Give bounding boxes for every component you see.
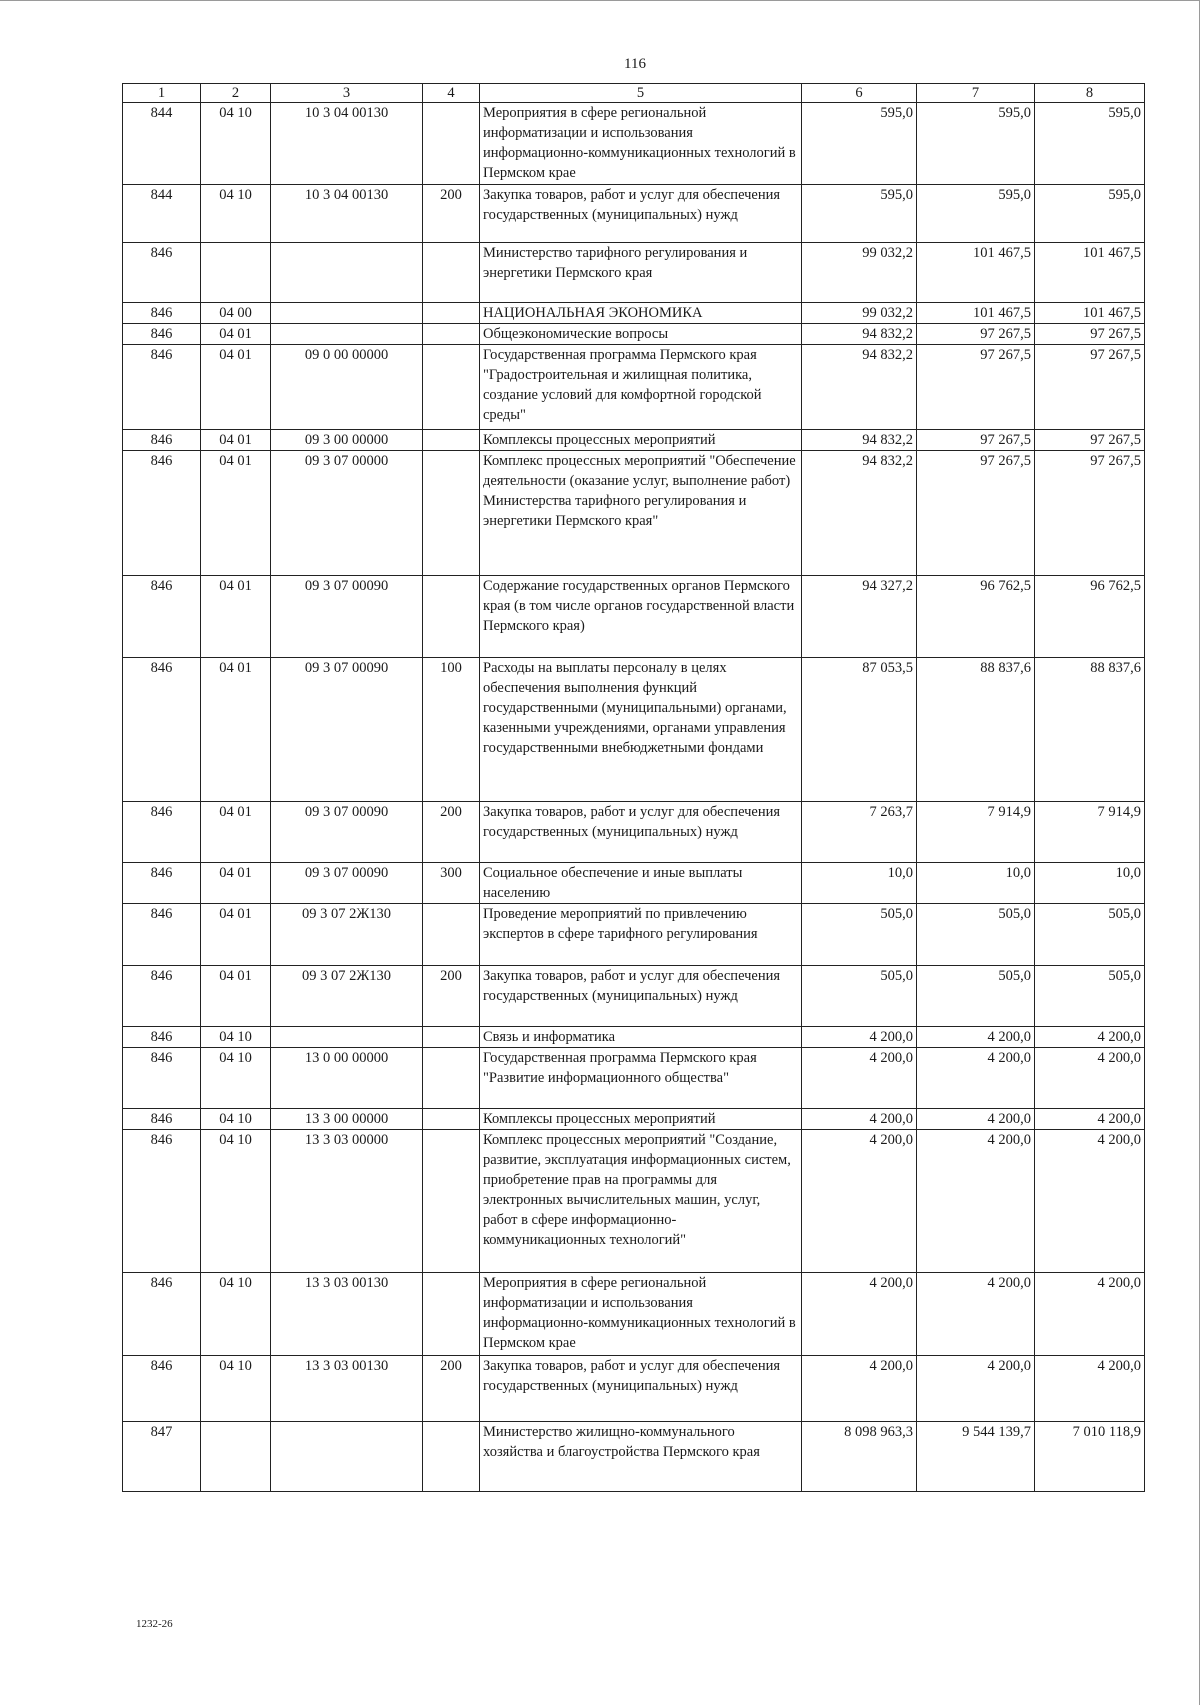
scan-edge-top xyxy=(0,0,1200,1)
expense-kind-cell xyxy=(423,451,480,576)
admin-code-cell: 846 xyxy=(123,324,201,345)
header-col-5: 5 xyxy=(480,84,802,103)
amount-col6-cell: 99 032,2 xyxy=(802,243,917,303)
item-name-cell: Закупка товаров, работ и услуг для обеспечения государственных (муниципальных) нужд xyxy=(480,1356,802,1422)
header-row xyxy=(123,84,1145,103)
amount-col6-cell: 4 200,0 xyxy=(802,1356,917,1422)
admin-code-cell: 846 xyxy=(123,303,201,324)
target-code-cell xyxy=(271,243,423,303)
expense-kind-cell: 100 xyxy=(423,658,480,802)
amount-col7-cell: 101 467,5 xyxy=(917,243,1035,303)
expense-kind-cell xyxy=(423,1422,480,1492)
section-code-cell: 04 01 xyxy=(201,863,271,904)
admin-code-cell: 846 xyxy=(123,1273,201,1356)
amount-col8-cell: 4 200,0 xyxy=(1035,1130,1145,1273)
amount-col6-cell: 595,0 xyxy=(802,103,917,185)
expense-kind-cell: 200 xyxy=(423,185,480,243)
amount-col8-cell: 4 200,0 xyxy=(1035,1109,1145,1130)
item-name-cell: Проведение мероприятий по привлечению экспертов в сфере тарифного регулирования xyxy=(480,904,802,966)
amount-col8-cell: 595,0 xyxy=(1035,103,1145,185)
amount-col7-cell: 505,0 xyxy=(917,966,1035,1027)
expense-kind-cell xyxy=(423,324,480,345)
amount-col7-cell: 4 200,0 xyxy=(917,1130,1035,1273)
amount-col7-cell: 595,0 xyxy=(917,185,1035,243)
amount-col7-cell: 10,0 xyxy=(917,863,1035,904)
expense-kind-cell xyxy=(423,303,480,324)
amount-col7-cell: 101 467,5 xyxy=(917,303,1035,324)
amount-col6-cell: 505,0 xyxy=(802,966,917,1027)
item-name-cell: Содержание государственных органов Пермского края (в том числе органов государственной власти Пермского края) xyxy=(480,576,802,658)
expense-kind-cell xyxy=(423,430,480,451)
table-row xyxy=(123,451,1145,576)
section-code-cell: 04 10 xyxy=(201,1356,271,1422)
section-code-cell: 04 01 xyxy=(201,802,271,863)
section-code-cell: 04 10 xyxy=(201,1109,271,1130)
amount-col6-cell: 4 200,0 xyxy=(802,1130,917,1273)
amount-col8-cell: 96 762,5 xyxy=(1035,576,1145,658)
amount-col8-cell: 505,0 xyxy=(1035,966,1145,1027)
item-name-cell: Государственная программа Пермского края "Градостроительная и жилищная политика, создание условий для комфортной городской среды" xyxy=(480,345,802,430)
admin-code-cell: 846 xyxy=(123,451,201,576)
target-code-cell: 09 0 00 00000 xyxy=(271,345,423,430)
target-code-cell: 13 3 03 00000 xyxy=(271,1130,423,1273)
admin-code-cell: 846 xyxy=(123,1130,201,1273)
amount-col6-cell: 505,0 xyxy=(802,904,917,966)
expense-kind-cell xyxy=(423,1048,480,1109)
table-row xyxy=(123,1273,1145,1356)
target-code-cell: 13 3 03 00130 xyxy=(271,1356,423,1422)
item-name-cell: Расходы на выплаты персоналу в целях обеспечения выполнения функций государственными (муниципальными) органами, казенными учреждениями, органами управления государственными внебюджетными фондами xyxy=(480,658,802,802)
section-code-cell: 04 01 xyxy=(201,345,271,430)
admin-code-cell: 846 xyxy=(123,1027,201,1048)
target-code-cell: 09 3 00 00000 xyxy=(271,430,423,451)
admin-code-cell: 846 xyxy=(123,345,201,430)
header-col-2: 2 xyxy=(201,84,271,103)
expense-kind-cell xyxy=(423,1027,480,1048)
amount-col8-cell: 101 467,5 xyxy=(1035,243,1145,303)
section-code-cell xyxy=(201,1422,271,1492)
table-row xyxy=(123,1048,1145,1109)
admin-code-cell: 846 xyxy=(123,430,201,451)
item-name-cell: НАЦИОНАЛЬНАЯ ЭКОНОМИКА xyxy=(480,303,802,324)
amount-col6-cell: 87 053,5 xyxy=(802,658,917,802)
amount-col7-cell: 595,0 xyxy=(917,103,1035,185)
amount-col6-cell: 94 832,2 xyxy=(802,430,917,451)
expense-kind-cell xyxy=(423,103,480,185)
table-row xyxy=(123,430,1145,451)
amount-col6-cell: 94 832,2 xyxy=(802,345,917,430)
item-name-cell: Министерство жилищно-коммунального хозяйства и благоустройства Пермского края xyxy=(480,1422,802,1492)
amount-col6-cell: 94 832,2 xyxy=(802,451,917,576)
item-name-cell: Общеэкономические вопросы xyxy=(480,324,802,345)
item-name-cell: Комплексы процессных мероприятий xyxy=(480,1109,802,1130)
amount-col6-cell: 10,0 xyxy=(802,863,917,904)
admin-code-cell: 846 xyxy=(123,966,201,1027)
target-code-cell: 09 3 07 00090 xyxy=(271,576,423,658)
amount-col6-cell: 8 098 963,3 xyxy=(802,1422,917,1492)
item-name-cell: Министерство тарифного регулирования и энергетики Пермского края xyxy=(480,243,802,303)
section-code-cell xyxy=(201,243,271,303)
target-code-cell: 09 3 07 00000 xyxy=(271,451,423,576)
admin-code-cell: 846 xyxy=(123,863,201,904)
admin-code-cell: 846 xyxy=(123,243,201,303)
target-code-cell: 13 0 00 00000 xyxy=(271,1048,423,1109)
expense-kind-cell: 300 xyxy=(423,863,480,904)
amount-col7-cell: 505,0 xyxy=(917,904,1035,966)
expense-kind-cell: 200 xyxy=(423,802,480,863)
section-code-cell: 04 01 xyxy=(201,324,271,345)
table-row xyxy=(123,185,1145,243)
table-row xyxy=(123,103,1145,185)
section-code-cell: 04 10 xyxy=(201,1048,271,1109)
footer-code: 1232-26 xyxy=(136,1618,173,1630)
amount-col7-cell: 4 200,0 xyxy=(917,1109,1035,1130)
section-code-cell: 04 01 xyxy=(201,451,271,576)
header-col-3: 3 xyxy=(271,84,423,103)
admin-code-cell: 846 xyxy=(123,1048,201,1109)
expense-kind-cell xyxy=(423,904,480,966)
amount-col8-cell: 505,0 xyxy=(1035,904,1145,966)
amount-col7-cell: 9 544 139,7 xyxy=(917,1422,1035,1492)
target-code-cell xyxy=(271,1027,423,1048)
amount-col6-cell: 4 200,0 xyxy=(802,1273,917,1356)
header-col-4: 4 xyxy=(423,84,480,103)
section-code-cell: 04 10 xyxy=(201,1273,271,1356)
target-code-cell: 13 3 03 00130 xyxy=(271,1273,423,1356)
table-row xyxy=(123,802,1145,863)
table-row xyxy=(123,863,1145,904)
amount-col7-cell: 4 200,0 xyxy=(917,1048,1035,1109)
target-code-cell: 09 3 07 2Ж130 xyxy=(271,904,423,966)
item-name-cell: Закупка товаров, работ и услуг для обеспечения государственных (муниципальных) нужд xyxy=(480,185,802,243)
target-code-cell xyxy=(271,324,423,345)
table-row xyxy=(123,243,1145,303)
target-code-cell: 09 3 07 00090 xyxy=(271,658,423,802)
admin-code-cell: 846 xyxy=(123,576,201,658)
section-code-cell: 04 01 xyxy=(201,966,271,1027)
item-name-cell: Закупка товаров, работ и услуг для обеспечения государственных (муниципальных) нужд xyxy=(480,966,802,1027)
target-code-cell: 10 3 04 00130 xyxy=(271,103,423,185)
table-row xyxy=(123,303,1145,324)
target-code-cell: 09 3 07 00090 xyxy=(271,802,423,863)
admin-code-cell: 846 xyxy=(123,658,201,802)
section-code-cell: 04 10 xyxy=(201,103,271,185)
item-name-cell: Мероприятия в сфере региональной информатизации и использования информационно-коммуникационных технологий в Пермском крае xyxy=(480,103,802,185)
admin-code-cell: 844 xyxy=(123,103,201,185)
section-code-cell: 04 10 xyxy=(201,1130,271,1273)
amount-col8-cell: 4 200,0 xyxy=(1035,1048,1145,1109)
admin-code-cell: 844 xyxy=(123,185,201,243)
amount-col8-cell: 97 267,5 xyxy=(1035,430,1145,451)
admin-code-cell: 846 xyxy=(123,1109,201,1130)
amount-col7-cell: 97 267,5 xyxy=(917,324,1035,345)
section-code-cell: 04 01 xyxy=(201,576,271,658)
amount-col8-cell: 97 267,5 xyxy=(1035,324,1145,345)
amount-col7-cell: 96 762,5 xyxy=(917,576,1035,658)
amount-col7-cell: 97 267,5 xyxy=(917,430,1035,451)
item-name-cell: Социальное обеспечение и иные выплаты населению xyxy=(480,863,802,904)
amount-col8-cell: 10,0 xyxy=(1035,863,1145,904)
expense-kind-cell: 200 xyxy=(423,966,480,1027)
target-code-cell xyxy=(271,1422,423,1492)
expense-kind-cell xyxy=(423,1130,480,1273)
amount-col6-cell: 595,0 xyxy=(802,185,917,243)
admin-code-cell: 846 xyxy=(123,802,201,863)
amount-col6-cell: 99 032,2 xyxy=(802,303,917,324)
table-row xyxy=(123,324,1145,345)
amount-col8-cell: 97 267,5 xyxy=(1035,345,1145,430)
table-row xyxy=(123,345,1145,430)
section-code-cell: 04 10 xyxy=(201,1027,271,1048)
item-name-cell: Связь и информатика xyxy=(480,1027,802,1048)
header-col-6: 6 xyxy=(802,84,917,103)
amount-col7-cell: 4 200,0 xyxy=(917,1356,1035,1422)
section-code-cell: 04 01 xyxy=(201,430,271,451)
expense-kind-cell xyxy=(423,345,480,430)
table-row xyxy=(123,658,1145,802)
target-code-cell: 13 3 00 00000 xyxy=(271,1109,423,1130)
amount-col7-cell: 88 837,6 xyxy=(917,658,1035,802)
amount-col7-cell: 4 200,0 xyxy=(917,1273,1035,1356)
amount-col6-cell: 94 327,2 xyxy=(802,576,917,658)
amount-col8-cell: 4 200,0 xyxy=(1035,1273,1145,1356)
table-row xyxy=(123,1356,1145,1422)
header-col-7: 7 xyxy=(917,84,1035,103)
section-code-cell: 04 01 xyxy=(201,904,271,966)
amount-col6-cell: 4 200,0 xyxy=(802,1048,917,1109)
amount-col8-cell: 4 200,0 xyxy=(1035,1027,1145,1048)
amount-col8-cell: 7 914,9 xyxy=(1035,802,1145,863)
table-row xyxy=(123,904,1145,966)
table-row xyxy=(123,1027,1145,1048)
amount-col7-cell: 97 267,5 xyxy=(917,451,1035,576)
section-code-cell: 04 00 xyxy=(201,303,271,324)
item-name-cell: Комплекс процессных мероприятий "Обеспечение деятельности (оказание услуг, выполнение работ) Министерства тарифного регулирования и энергетики Пермского края" xyxy=(480,451,802,576)
expense-kind-cell: 200 xyxy=(423,1356,480,1422)
amount-col8-cell: 7 010 118,9 xyxy=(1035,1422,1145,1492)
table-row xyxy=(123,966,1145,1027)
table-row xyxy=(123,576,1145,658)
amount-col6-cell: 94 832,2 xyxy=(802,324,917,345)
section-code-cell: 04 01 xyxy=(201,658,271,802)
budget-table xyxy=(122,83,1145,1492)
page-number: 116 xyxy=(624,56,646,72)
item-name-cell: Мероприятия в сфере региональной информатизации и использования информационно-коммуникационных технологий в Пермском крае xyxy=(480,1273,802,1356)
amount-col6-cell: 7 263,7 xyxy=(802,802,917,863)
header-col-1: 1 xyxy=(123,84,201,103)
target-code-cell: 10 3 04 00130 xyxy=(271,185,423,243)
target-code-cell xyxy=(271,303,423,324)
target-code-cell: 09 3 07 00090 xyxy=(271,863,423,904)
amount-col8-cell: 88 837,6 xyxy=(1035,658,1145,802)
item-name-cell: Государственная программа Пермского края "Развитие информационного общества" xyxy=(480,1048,802,1109)
target-code-cell: 09 3 07 2Ж130 xyxy=(271,966,423,1027)
admin-code-cell: 847 xyxy=(123,1422,201,1492)
section-code-cell: 04 10 xyxy=(201,185,271,243)
amount-col8-cell: 4 200,0 xyxy=(1035,1356,1145,1422)
expense-kind-cell xyxy=(423,1273,480,1356)
table-row xyxy=(123,1130,1145,1273)
amount-col8-cell: 595,0 xyxy=(1035,185,1145,243)
amount-col8-cell: 101 467,5 xyxy=(1035,303,1145,324)
table-row xyxy=(123,1422,1145,1492)
admin-code-cell: 846 xyxy=(123,904,201,966)
amount-col6-cell: 4 200,0 xyxy=(802,1109,917,1130)
item-name-cell: Комплексы процессных мероприятий xyxy=(480,430,802,451)
amount-col7-cell: 7 914,9 xyxy=(917,802,1035,863)
admin-code-cell: 846 xyxy=(123,1356,201,1422)
amount-col7-cell: 4 200,0 xyxy=(917,1027,1035,1048)
item-name-cell: Закупка товаров, работ и услуг для обеспечения государственных (муниципальных) нужд xyxy=(480,802,802,863)
amount-col8-cell: 97 267,5 xyxy=(1035,451,1145,576)
expense-kind-cell xyxy=(423,243,480,303)
expense-kind-cell xyxy=(423,576,480,658)
amount-col7-cell: 97 267,5 xyxy=(917,345,1035,430)
table-body xyxy=(123,103,1145,1492)
header-col-8: 8 xyxy=(1035,84,1145,103)
expense-kind-cell xyxy=(423,1109,480,1130)
table-row xyxy=(123,1109,1145,1130)
item-name-cell: Комплекс процессных мероприятий "Создание, развитие, эксплуатация информационных систем, приобретение прав на программы для электронных вычислительных машин, услуг, работ в сфере информационно-коммуникационных технологий" xyxy=(480,1130,802,1273)
amount-col6-cell: 4 200,0 xyxy=(802,1027,917,1048)
